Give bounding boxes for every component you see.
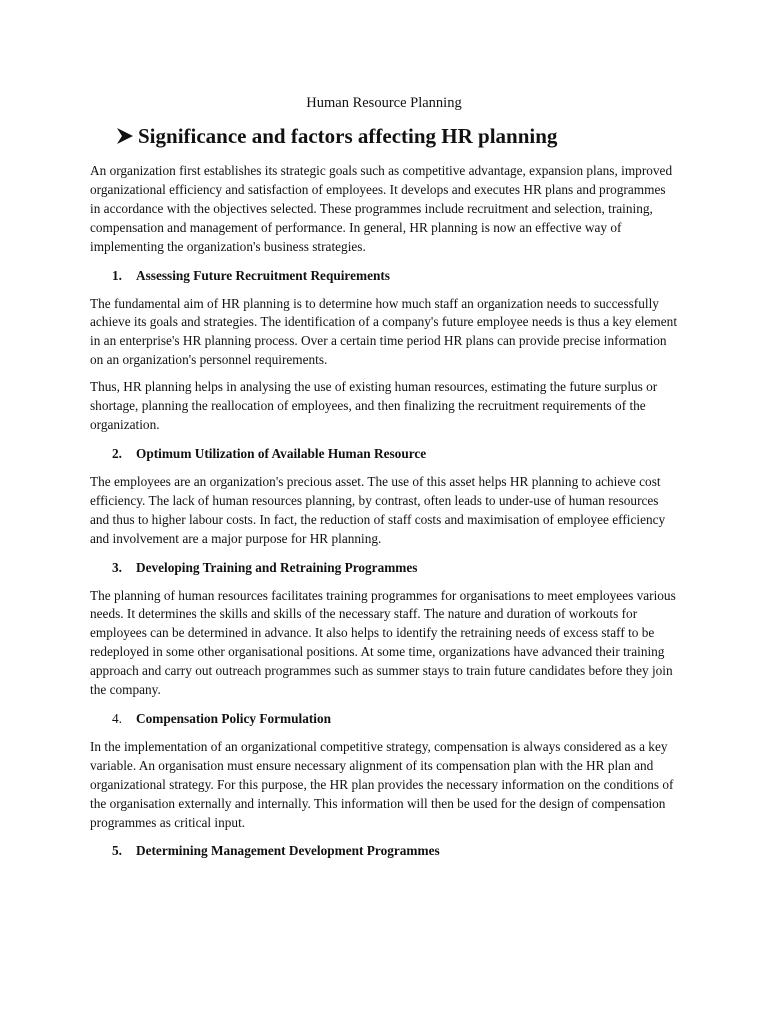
section-title: Assessing Future Recruitment Requirements	[136, 267, 390, 283]
arrow-bullet-icon	[116, 127, 134, 145]
section-heading-1	[90, 267, 678, 285]
section-heading-2	[90, 445, 678, 463]
section-1-paragraph-2: Thus, HR planning helps in analysing the use of existing human resources, estimating the future surplus or shortage, planning the reallocation of employees, and then finalizing the recruitment requirements of the organization.	[90, 379, 658, 432]
section-number: 1.	[112, 267, 122, 283]
section-heading-3	[90, 559, 678, 577]
section-number: 2.	[112, 445, 122, 461]
section-heading-4	[90, 710, 678, 728]
main-heading	[90, 122, 678, 150]
section-3-paragraph-1: The planning of human resources facilitates training programmes for organisations to meet employees various needs. It determines the skills and skills of the necessary staff. The nature and duration of workouts for employees can be determined in advance. It also helps to identify the retraining needs of excess staff to be redeployed in some other organisational positions. At some time, organizations have advanced their training approach and carry out outreach programmes such as summer stays to train future candidates before they join the company.	[90, 587, 676, 698]
intro-paragraph: An organization first establishes its strategic goals such as competitive advantage, expansion plans, improved organizational efficiency and satisfaction of employees. It develops and executes HR plans and programmes in accordance with the objectives selected. These programmes include recruitment and selection, training, compensation and management of performance. In general, HR planning is now an effective way of implementing the organization's business strategies.	[90, 163, 673, 254]
document-page	[90, 94, 678, 870]
section-title: Developing Training and Retraining Programmes	[136, 559, 418, 575]
section-4-paragraph-1: In the implementation of an organizational competitive strategy, compensation is always considered as a key variable. An organisation must ensure necessary alignment of its compensation plan with the HR plan and organizational strategy. For this purpose, the HR plan provides the necessary information on the conditions of the organisation externally and internally. This information will then be used for the design of compensation programmes as critical input.	[90, 738, 674, 830]
section-1-paragraph-1: The fundamental aim of HR planning is to determine how much staff an organization needs to successfully achieve its goals and strategies. The identification of a company's future employee needs is thus a key element in an enterprise's HR planning process. Over a certain time period HR plans can provide precise information on an organization's personnel requirements.	[90, 295, 678, 368]
section-title: Determining Management Development Programmes	[136, 843, 440, 859]
section-number: 3.	[112, 559, 122, 575]
section-heading-5	[90, 842, 678, 860]
document-title: Human Resource Planning	[306, 95, 462, 111]
section-number: 4.	[112, 710, 122, 726]
main-heading-text: Significance and factors affecting HR planning	[138, 124, 558, 148]
section-2-paragraph-1: The employees are an organization's precious asset. The use of this asset helps HR planning to achieve cost efficiency. The lack of human resources planning, by contrast, often leads to under-use of human resources and thus to higher labour costs. In fact, the reduction of staff costs and maximisation of employee efficiency and involvement are a major purpose for HR planning.	[90, 473, 666, 546]
section-title: Compensation Policy Formulation	[136, 710, 332, 726]
section-title: Optimum Utilization of Available Human Resource	[136, 445, 427, 461]
section-number: 5.	[112, 843, 122, 859]
